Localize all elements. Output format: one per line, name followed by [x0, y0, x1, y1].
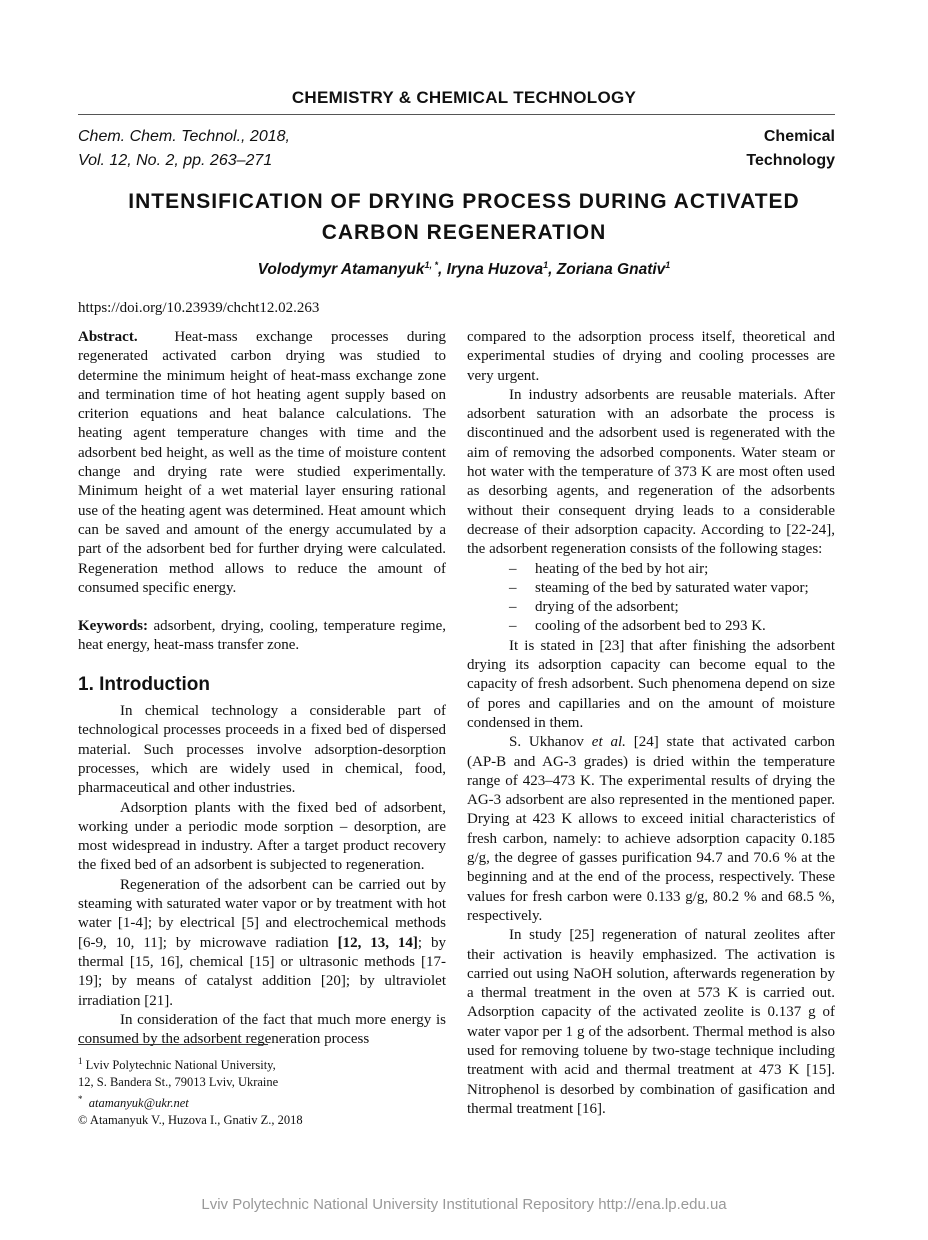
affiliation-line: Lviv Polytechnic National University,	[85, 1058, 276, 1073]
stages-list	[467, 560, 835, 637]
doi-link[interactable]: https://doi.org/10.23939/chcht12.02.263	[78, 300, 320, 316]
author-affiliation: 1	[665, 260, 671, 270]
brand-line-2: Technology	[746, 152, 835, 169]
paragraph: compared to the adsorption process itself, theoretical and experimental studies of drying and cooling processes are very urgent.	[467, 329, 835, 384]
paragraph: In study [25] regeneration of natural zeolites after their activation is heavily emphasized. The activation is carried out using NaOH solution, afterwards regeneration by a thermal treatment in the oven at 573 K is carried out. Adsorption capacity of the activated zeolite is 0.137 g of water vapor per 1 g of the adsorbent. Thermal method is also used for removing toluene by two-stage technique including treatment with acid and thermal treatment at 473 K [15]. Nitrophenol is desorbed by combination of gasification and thermal treatment [16].	[467, 927, 835, 1117]
abstract	[78, 328, 446, 598]
paragraph	[78, 876, 446, 1011]
header-rule	[78, 114, 835, 115]
abstract-label: Abstract.	[78, 329, 138, 345]
paper-title	[60, 186, 868, 248]
paragraph: In chemical technology a considerable part of technological processes proceeds in a fixed bed of dispersed material. Such processes involve adsorption-desorption processes, which are widely used in chemical, food, pharmaceutical and other industries.	[78, 703, 446, 797]
title-line-2: CARBON REGENERATION	[321, 221, 607, 244]
journal-header: CHEMISTRY & CHEMICAL TECHNOLOGY	[291, 88, 637, 107]
section-heading: 1. Introduction	[78, 673, 210, 695]
footnote-rule	[78, 1044, 268, 1045]
affiliation	[78, 1053, 378, 1074]
dash-bullet: –	[509, 579, 517, 596]
text: ; by thermal [15, 16], chemical [15] or ultrasonic methods [17-19]; by means of catalyst addition [20]; by ultraviolet irradiation [21].	[78, 934, 447, 1009]
repository-footer: Lviv Polytechnic National University Institutional Repository http://ena.lp.edu.ua	[201, 1196, 727, 1213]
author-name: Zoriana Gnativ	[556, 261, 666, 279]
keywords-label: Keywords:	[78, 618, 148, 635]
list-item	[509, 560, 835, 579]
left-column	[78, 328, 446, 1049]
list-item-text: heating of the bed by hot air;	[535, 560, 709, 577]
abstract-text: Heat-mass exchange processes during regenerated activated carbon drying was studied to determine the minimum height of heat-mass exchange zone and termination time of hot heating agent supply based on criterion equations and heat balance calculations. The heating agent temperature changes with time and the adsorbent bed height, as well as the time of moisture content change and drying rate were studied experimentally. Minimum height of a wet material layer ensuring rational use of the heating agent was determined. Heat amount which can be saved and amount of the energy accumulated by a part of the adsorbent bed for further drying were calculated. Regeneration method allows to reduce the amount of consumed specific energy.	[78, 329, 446, 596]
paragraph: Adsorption plants with the fixed bed of adsorbent, working under a periodic mode sorption – desorption, are most widespread in industry. After a target product recovery the fixed bed of an adsorbent is subjected to regeneration.	[78, 799, 446, 874]
author-name: Volodymyr Atamanyuk	[257, 261, 425, 279]
citation	[78, 125, 290, 173]
email	[78, 1091, 378, 1112]
text: Regeneration of the adsorbent can be carried out by steaming with saturated water vapor or by treatment with hot water [1-4]; by electrical [5] and electrochemical methods [6-9, 10, 11]; by microwave radiation	[78, 876, 446, 951]
authors: Volodymyr Atamanyuk$^{1, *}$, Iryna Huzova$^1$, Zoriana Gnativ$^1$	[257, 260, 671, 279]
footnote-mark: *	[78, 1094, 83, 1105]
paragraph: In industry adsorbents are reusable materials. After adsorbent saturation with an adsorbate the process is discontinued and the adsorbent used is regenerated with the aim of removing the adsorbed components. Water steam or hot water with the temperature of 373 K are most often used as desorbing agents, and regeneration of the adsorbents without their consequent drying leads to a considerable decrease of their adsorption capacity. According to [22-24], the adsorbent regeneration consists of the following stages:	[467, 386, 835, 558]
italic-text: et al.	[591, 734, 626, 751]
author-affiliation: 1	[543, 260, 549, 270]
bold-reference: [12, 13, 14]	[337, 934, 418, 951]
keywords	[78, 617, 446, 656]
list-item	[509, 579, 835, 598]
affiliation-address: 12, S. Bandera St., 79013 Lviv, Ukraine	[78, 1075, 279, 1090]
list-item-text: cooling of the adsorbent bed to 293 K.	[535, 618, 766, 635]
author-name: Iryna Huzova	[446, 261, 544, 279]
list-item-text: drying of the adsorbent;	[535, 599, 679, 616]
list-item	[509, 598, 835, 617]
email-link[interactable]: atamanyuk@ukr.net	[88, 1096, 189, 1111]
dash-bullet: –	[509, 599, 517, 616]
brand-line-1: Chemical	[763, 128, 835, 145]
right-column	[467, 328, 835, 1119]
text: S. Ukhanov	[509, 734, 592, 751]
paragraph: In consideration of the fact that much more energy is consumed by the adsorbent regeneration process	[78, 1011, 446, 1048]
title-line-1: INTENSIFICATION OF DRYING PROCESS DURING ACTIVATED	[128, 190, 800, 213]
citation-line-2: Vol. 12, No. 2, pp. 263–271	[78, 152, 273, 169]
author-affiliation: 1, *	[424, 260, 439, 270]
text: [24] state that activated carbon (AP-B and AG-3 grades) is dried within the temperature range of 423–473 K. The experimental results of drying the AG-3 adsorbent are also represented in the mentioned paper. Drying at 423 K allows to exceed initial characteristics of fresh carbon, namely: to achieve adsorption capacity 0.185 g/g, the degree of gasses purification 94.7 and 70.6 % at the beginning and at the end of the process, respectively. These values for fresh carbon were 0.133 g/g, 80.2 % and 68.5 %, respectively.	[467, 734, 835, 924]
citation-line-1: Chem. Chem. Technol., 2018,	[78, 128, 290, 145]
keywords-text: adsorbent, drying, cooling, temperature regime, heat energy, heat-mass transfer zone.	[78, 618, 446, 654]
footnotes	[78, 1044, 378, 1129]
footnote-mark: 1	[78, 1056, 83, 1066]
list-item	[509, 617, 835, 636]
list-item-text: steaming of the bed by saturated water vapor;	[535, 579, 809, 596]
copyright: © Atamanyuk V., Huzova I., Gnativ Z., 2018	[78, 1113, 303, 1128]
dash-bullet: –	[509, 618, 517, 635]
journal-brand	[746, 125, 835, 173]
dash-bullet: –	[509, 560, 517, 577]
paragraph: It is stated in [23] that after finishing the adsorbent drying its adsorption capacity can become equal to the capacity of fresh adsorbent. Such phenomena depend on size of pores and capillaries and on the amount of moisture condensed in them.	[467, 637, 835, 731]
paragraph	[467, 733, 835, 926]
